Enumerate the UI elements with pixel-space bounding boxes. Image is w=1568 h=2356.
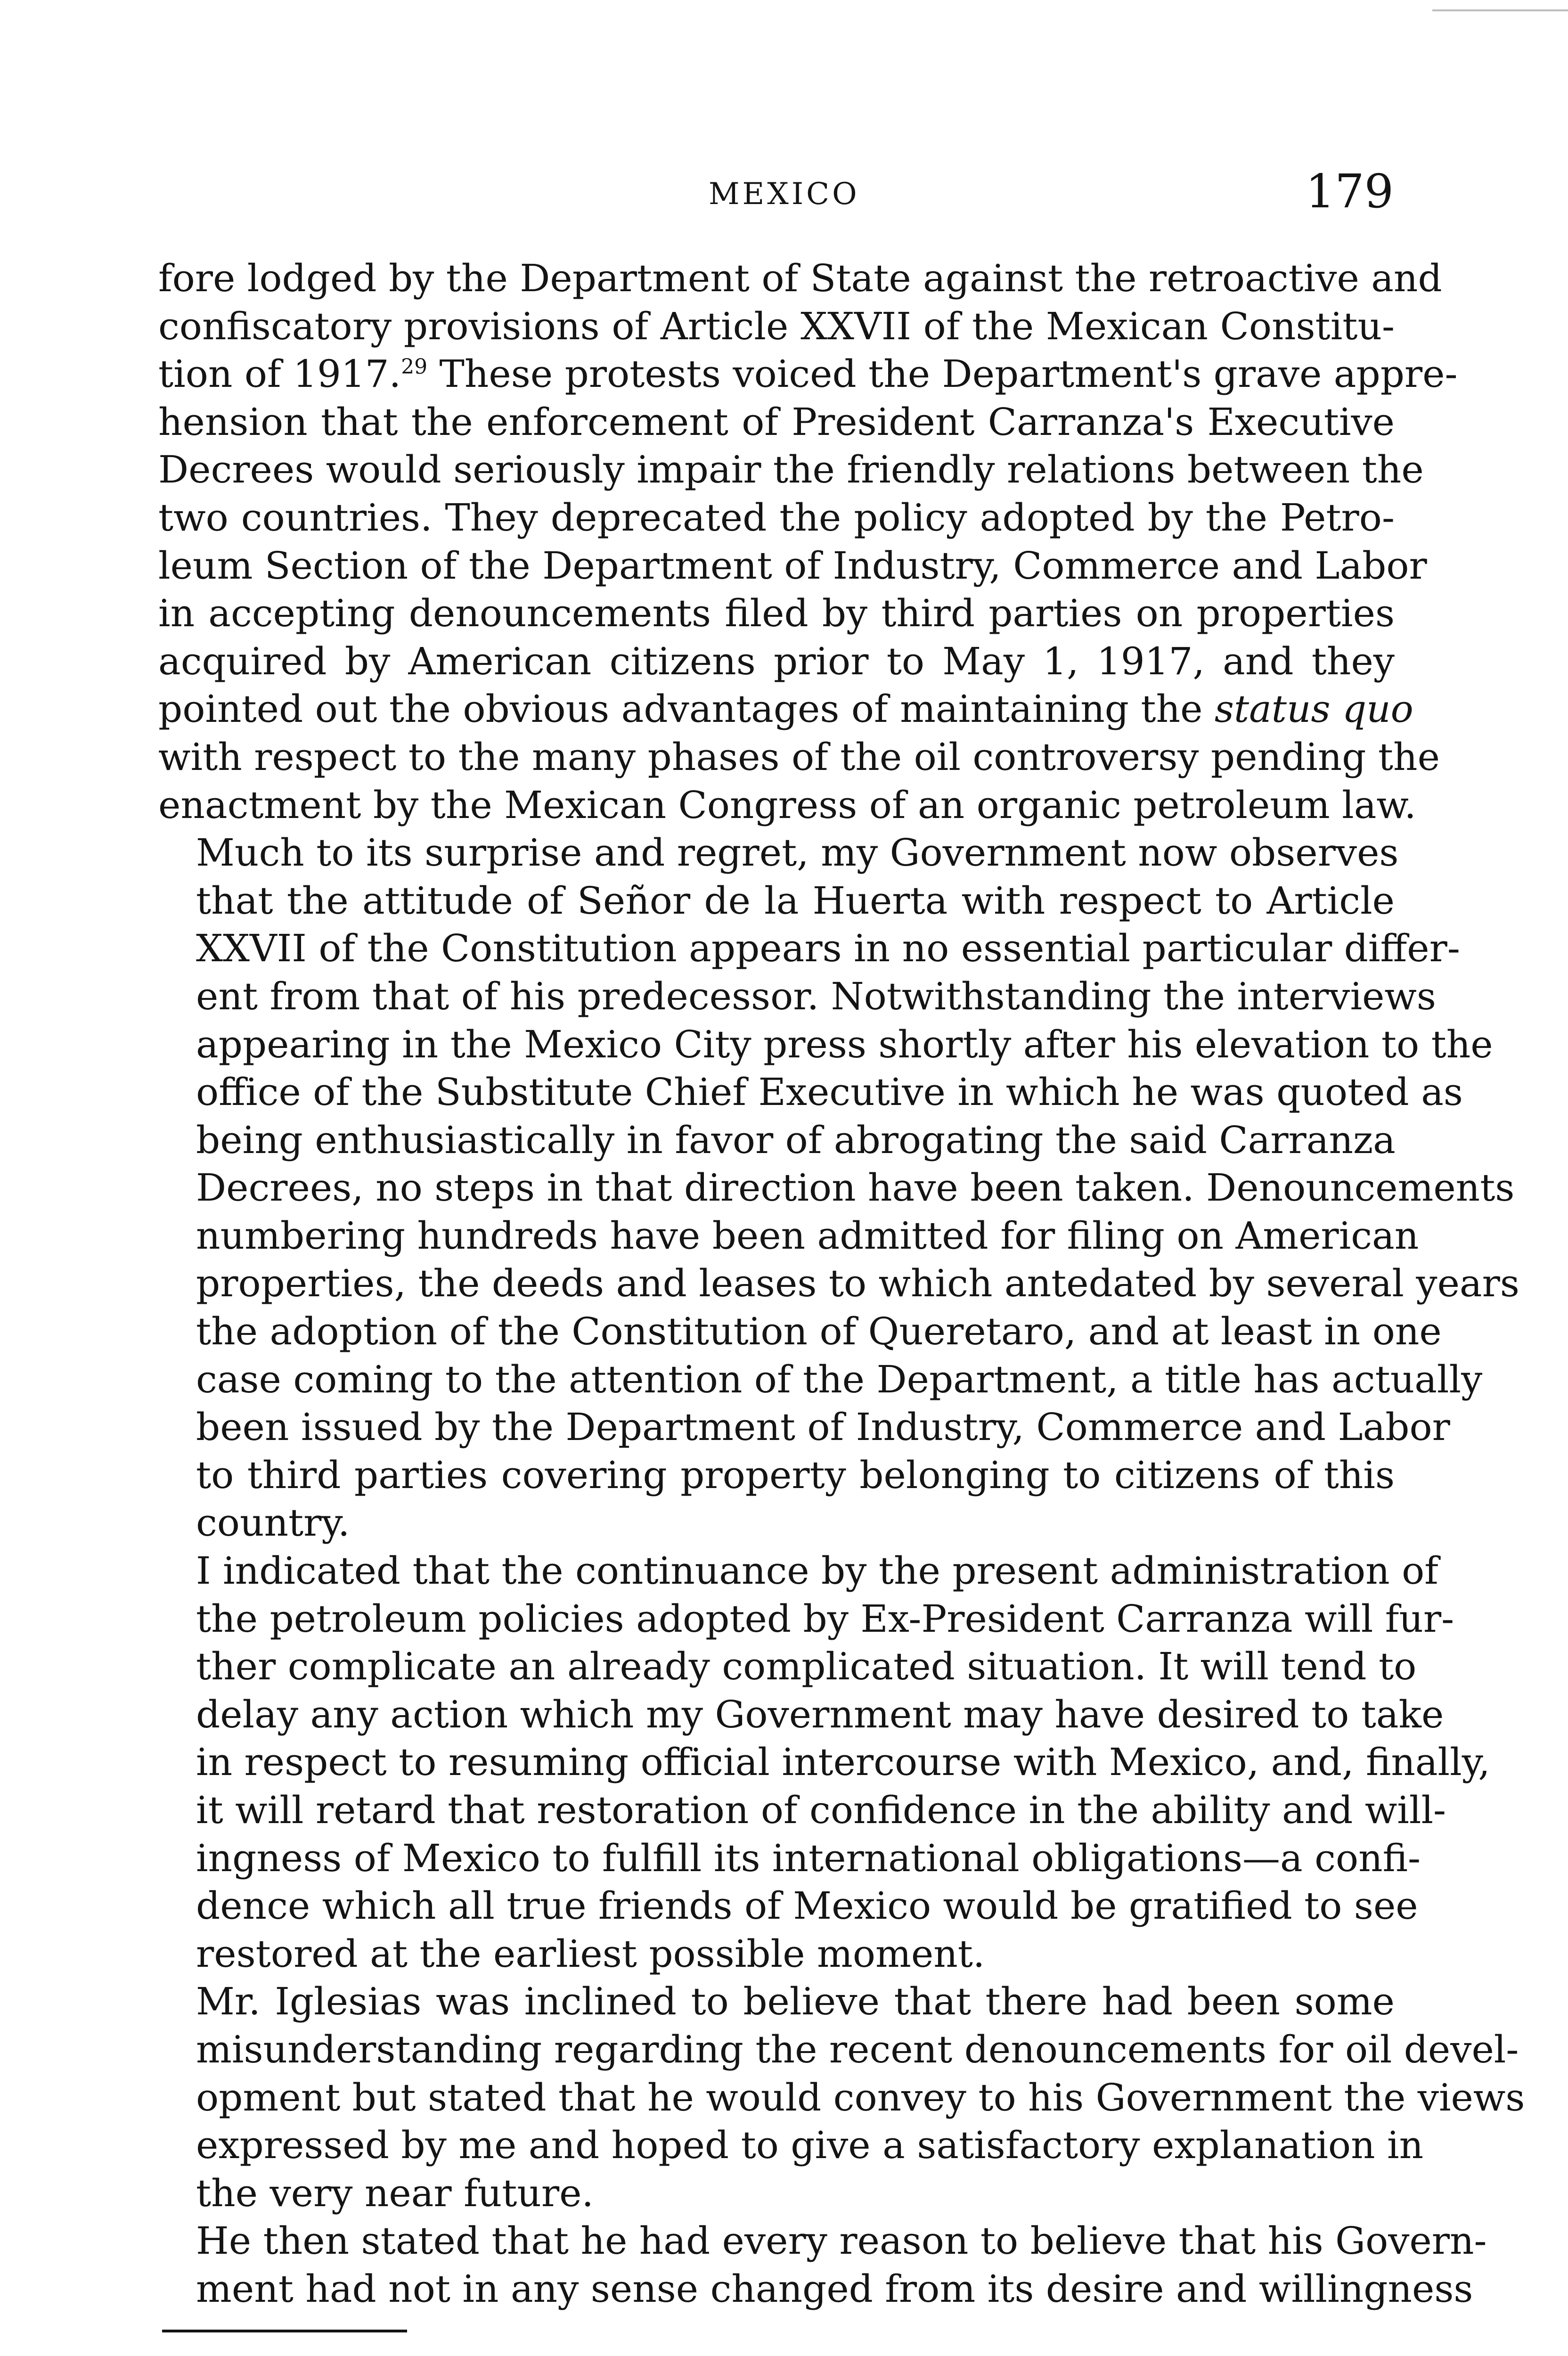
- text-line: [158, 685, 1413, 733]
- text-line: hension that the enforcement of President Carranza's Executive: [158, 400, 1395, 444]
- text-segment: These protests voiced the Department's grave appre-: [439, 352, 1458, 396]
- running-head: MEXICO: [709, 177, 860, 212]
- body-text: [158, 254, 1525, 2313]
- text-line: opment but stated that he would convey to his Government the views: [196, 2075, 1525, 2119]
- text-line: it will retard that restoration of confidence in the ability and will-: [196, 1788, 1446, 1832]
- footnote-rule: [162, 2330, 407, 2332]
- text-line: He then stated that he had every reason to believe that his Govern-: [196, 2219, 1487, 2263]
- paragraph: [158, 829, 1519, 1547]
- text-line: Mr. Iglesias was inclined to believe that there had been some: [196, 1980, 1395, 2024]
- text-line: acquired by American citizens prior to May 1, 1917, and they: [158, 639, 1395, 683]
- text-line: with respect to the many phases of the oil controversy pending the: [158, 735, 1440, 779]
- text-line: ingness of Mexico to fulfill its international obligations—a confi-: [196, 1836, 1421, 1880]
- text-line: the petroleum policies adopted by Ex-President Carranza will fur-: [196, 1596, 1454, 1641]
- text-line: restored at the earliest possible moment.: [196, 1931, 985, 1976]
- text-line: fore lodged by the Department of State against the retroactive and: [158, 256, 1442, 300]
- text-line: to third parties covering property belonging to citizens of this: [196, 1453, 1395, 1497]
- text-line: country.: [196, 1501, 350, 1545]
- text-line: dence which all true friends of Mexico would be gratified to see: [196, 1884, 1418, 1928]
- text-line: case coming to the attention of the Department, a title has actually: [196, 1357, 1483, 1401]
- text-line: in accepting denouncements filed by third parties on properties: [158, 591, 1395, 636]
- text-line: appearing in the Mexico City press shortly after his elevation to the: [196, 1022, 1493, 1066]
- text-line: that the attitude of Señor de la Huerta with respect to Article: [196, 878, 1395, 923]
- text-segment: tion of 1917.: [158, 352, 401, 396]
- text-line: delay any action which my Government may have desired to take: [196, 1692, 1444, 1736]
- text-line: the very near future.: [196, 2171, 594, 2215]
- text-line: XXVII of the Constitution appears in no essential particular differ-: [196, 926, 1460, 971]
- scan-edge-line: [1432, 9, 1568, 11]
- italic-phrase: status quo: [1214, 687, 1413, 731]
- text-line: enactment by the Mexican Congress of an organic petroleum law.: [158, 783, 1416, 827]
- text-line: ment had not in any sense changed from its desire and willingness: [196, 2266, 1473, 2311]
- text-line: Decrees would seriously impair the friendly relations between the: [158, 448, 1424, 492]
- paragraph: [158, 254, 1458, 829]
- page-number: 179: [1305, 165, 1394, 219]
- text-line: in respect to resuming official intercourse with Mexico, and, finally,: [196, 1740, 1490, 1784]
- text-line: numbering hundreds have been admitted for filing on American: [196, 1213, 1419, 1258]
- paragraph: [158, 2217, 1487, 2313]
- paragraph: [158, 1547, 1490, 1978]
- text-line: leum Section of the Department of Industry, Commerce and Labor: [158, 543, 1427, 588]
- text-line: Decrees, no steps in that direction have been taken. Denouncements: [196, 1166, 1515, 1210]
- text-line: been issued by the Department of Industry, Commerce and Labor: [196, 1405, 1450, 1449]
- text-line: misunderstanding regarding the recent denouncements for oil devel-: [196, 2027, 1519, 2071]
- text-segment: pointed out the obvious advantages of maintaining the: [158, 687, 1203, 731]
- paragraph: [158, 1978, 1525, 2217]
- text-line: [158, 350, 1458, 398]
- text-line: properties, the deeds and leases to which antedated by several years: [196, 1261, 1519, 1306]
- text-line: ther complicate an already complicated situation. It will tend to: [196, 1644, 1417, 1689]
- text-line: ent from that of his predecessor. Notwithstanding the interviews: [196, 974, 1436, 1018]
- text-line: Much to its surprise and regret, my Government now observes: [196, 831, 1399, 875]
- text-line: expressed by me and hoped to give a satisfactory explanation in: [196, 2123, 1424, 2168]
- footnote-reference: 29: [401, 355, 428, 379]
- text-line: office of the Substitute Chief Executive in which he was quoted as: [196, 1070, 1463, 1114]
- text-line: being enthusiastically in favor of abrogating the said Carranza: [196, 1118, 1396, 1162]
- text-line: the adoption of the Constitution of Queretaro, and at least in one: [196, 1309, 1442, 1354]
- text-line: I indicated that the continuance by the present administration of: [196, 1549, 1438, 1593]
- text-line: two countries. They deprecated the policy adopted by the Petro-: [158, 495, 1395, 540]
- text-line: confiscatory provisions of Article XXVII of the Mexican Constitu-: [158, 304, 1395, 348]
